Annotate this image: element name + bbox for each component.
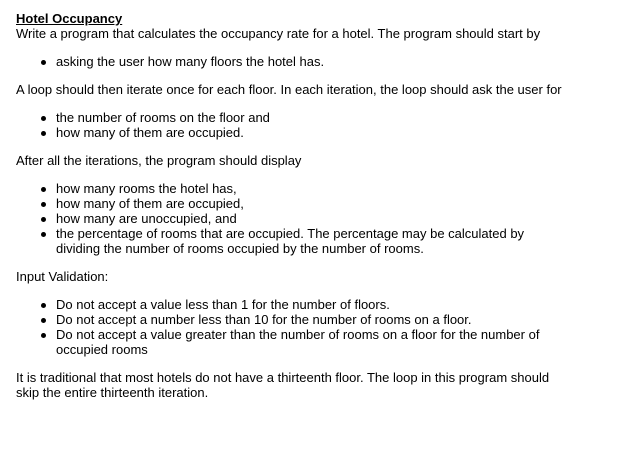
document-title: Hotel Occupancy bbox=[16, 11, 123, 26]
list-item: how many of them are occupied, bbox=[16, 196, 563, 211]
loop-paragraph: A loop should then iterate once for each floor. In each iteration, the loop should ask the user for bbox=[16, 82, 562, 97]
display-list bbox=[16, 181, 563, 256]
validation-heading: Input Validation: bbox=[16, 269, 109, 284]
validation-list bbox=[16, 297, 563, 357]
list-item: Do not accept a value greater than the number of rooms on a floor for the number of occupied rooms bbox=[16, 327, 563, 357]
loop-list bbox=[16, 110, 563, 140]
list-item: how many are unoccupied, and bbox=[16, 211, 563, 226]
list-item: Do not accept a number less than 10 for the number of rooms on a floor. bbox=[16, 312, 563, 327]
list-item: the number of rooms on the floor and bbox=[16, 110, 563, 125]
list-item: how many rooms the hotel has, bbox=[16, 181, 563, 196]
list-item: how many of them are occupied. bbox=[16, 125, 563, 140]
start-list bbox=[16, 54, 563, 69]
intro-paragraph: Write a program that calculates the occupancy rate for a hotel. The program should start by bbox=[16, 26, 541, 41]
list-item: asking the user how many floors the hotel has. bbox=[16, 54, 563, 69]
list-item: Do not accept a value less than 1 for the number of floors. bbox=[16, 297, 563, 312]
after-paragraph: After all the iterations, the program should display bbox=[16, 153, 302, 168]
closing-paragraph: It is traditional that most hotels do not have a thirteenth floor. The loop in this program should skip the entire thirteenth iteration. bbox=[16, 370, 550, 400]
list-item: the percentage of rooms that are occupied. The percentage may be calculated by dividing the number of rooms occupied by the number of rooms. bbox=[16, 226, 563, 256]
